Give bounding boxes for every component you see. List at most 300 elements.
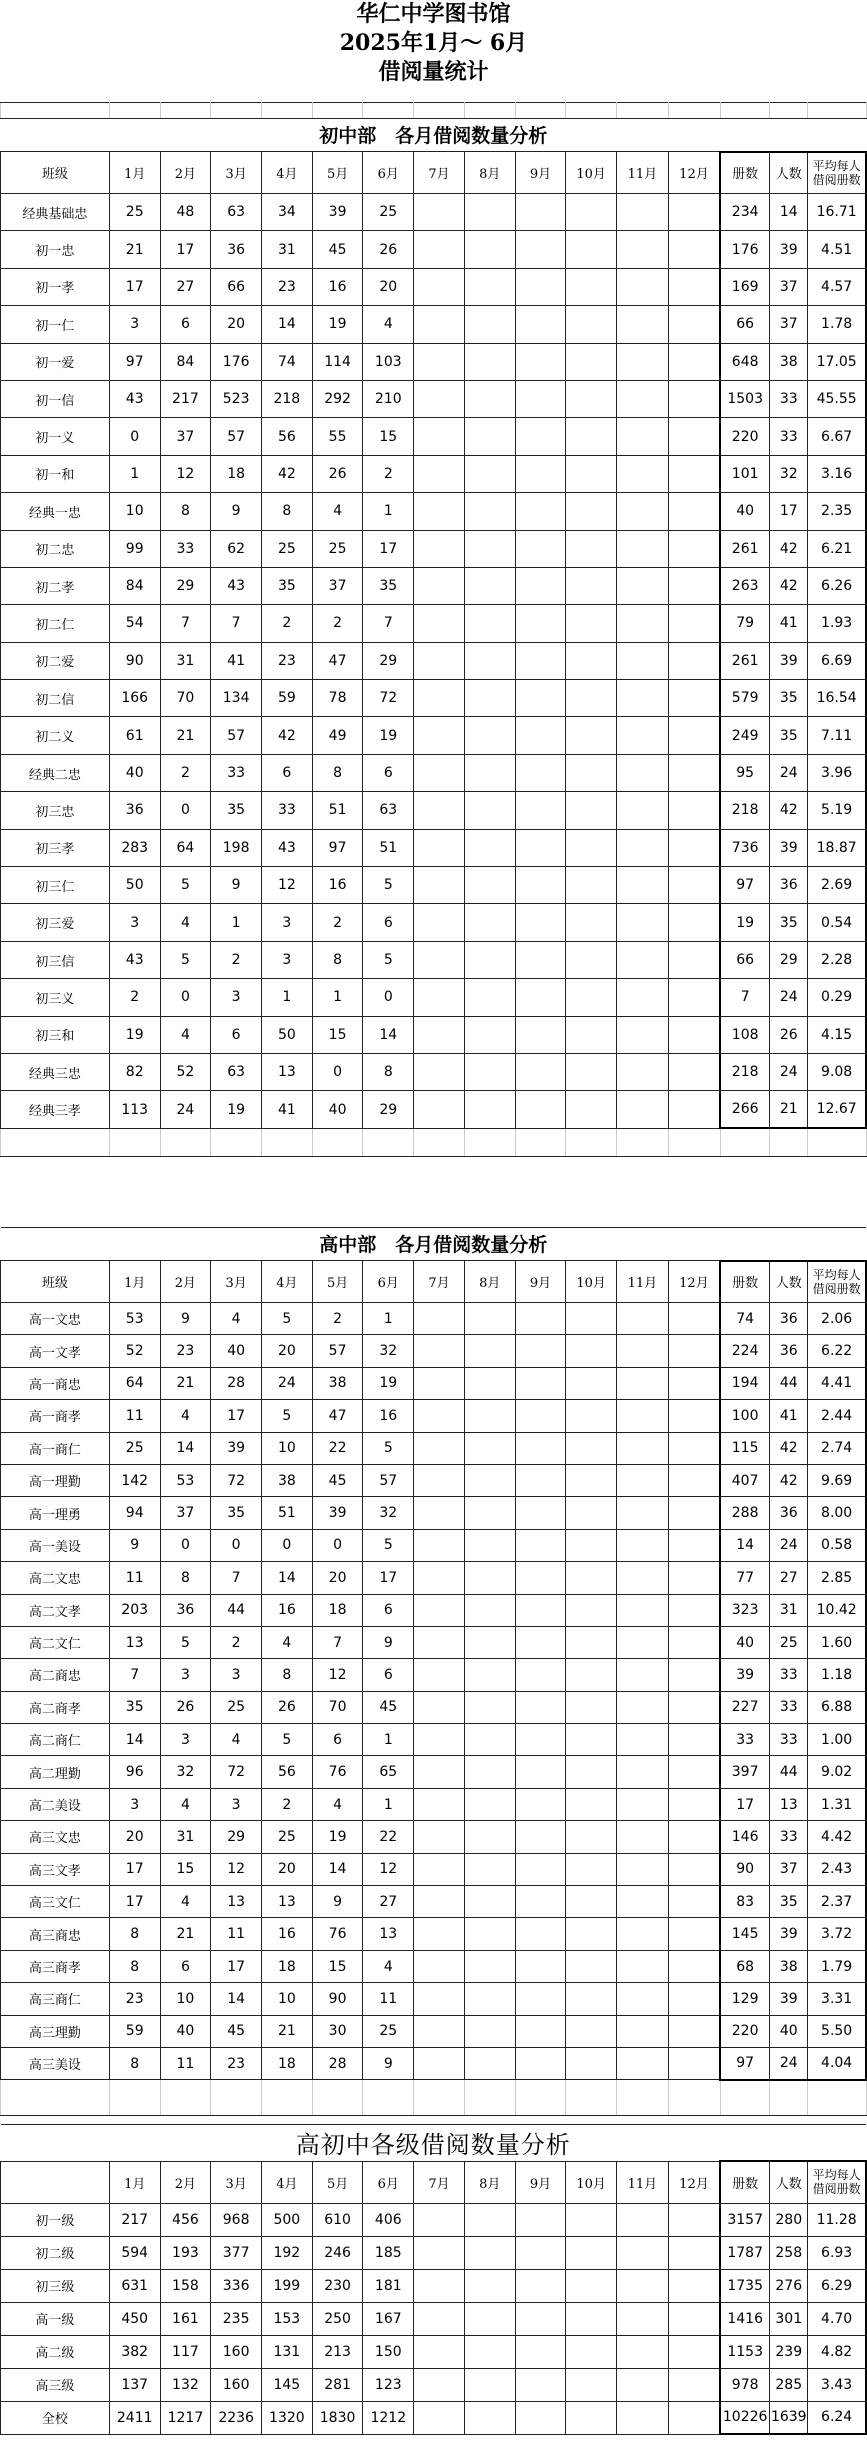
month-value-cell: [515, 754, 566, 791]
table-row: [1, 493, 867, 530]
month-value-cell: 2: [312, 605, 363, 642]
month-value-cell: [668, 754, 720, 791]
empty-cell: [262, 103, 313, 119]
month-value-cell: 4: [363, 306, 414, 343]
table-row: [1, 455, 867, 492]
month-value-cell: [617, 1303, 669, 1335]
month-value-cell: 72: [211, 1464, 262, 1496]
month-value-cell: 45: [312, 1464, 363, 1496]
class-name-cell: 高二级: [1, 2335, 110, 2368]
month-value-cell: 8: [160, 1562, 211, 1594]
month-value-cell: 4: [211, 1303, 262, 1335]
month-value-cell: [515, 1724, 566, 1756]
month-value-cell: [668, 1853, 720, 1885]
month-value-cell: 13: [262, 1886, 313, 1918]
month-value-cell: [566, 1497, 617, 1529]
month-value-cell: 32: [160, 1756, 211, 1788]
month-value-cell: 7: [109, 1659, 160, 1691]
month-value-cell: 10: [262, 1983, 313, 2015]
people-count-cell: 33: [770, 418, 808, 455]
empty-cell: [617, 103, 669, 119]
month-value-cell: 19: [211, 1091, 262, 1128]
month-value-cell: 199: [262, 2269, 313, 2302]
column-header: 平均每人借阅册数: [808, 2161, 866, 2203]
month-value-cell: 9: [363, 2047, 414, 2079]
month-value-cell: [668, 2368, 720, 2401]
people-count-cell: 285: [770, 2368, 808, 2401]
column-header: 7月: [414, 1261, 465, 1303]
month-value-cell: [566, 979, 617, 1016]
month-value-cell: [668, 1432, 720, 1464]
month-value-cell: 7: [160, 605, 211, 642]
month-value-cell: 12: [262, 867, 313, 904]
month-value-cell: 43: [211, 567, 262, 604]
month-value-cell: [464, 567, 515, 604]
month-value-cell: 2: [262, 1788, 313, 1820]
month-value-cell: [414, 493, 465, 530]
average-per-person-cell: 5.19: [808, 792, 866, 829]
month-value-cell: 1320: [262, 2401, 313, 2434]
month-value-cell: [414, 2269, 465, 2302]
books-total-cell: 79: [720, 605, 770, 642]
month-value-cell: [464, 717, 515, 754]
books-total-cell: 66: [720, 306, 770, 343]
month-value-cell: [617, 1367, 669, 1399]
people-count-cell: 37: [770, 306, 808, 343]
month-value-cell: 5: [160, 867, 211, 904]
month-value-cell: 185: [363, 2236, 414, 2269]
people-count-cell: 39: [770, 1918, 808, 1950]
month-value-cell: 217: [160, 380, 211, 417]
month-value-cell: [464, 1691, 515, 1723]
average-per-person-cell: 9.02: [808, 1756, 866, 1788]
empty-cell: [515, 103, 566, 119]
empty-cell: [808, 2080, 866, 2116]
class-name-cell: 初一孝: [1, 268, 110, 305]
empty-cell: [566, 103, 617, 119]
month-value-cell: 20: [363, 268, 414, 305]
month-value-cell: 64: [109, 1367, 160, 1399]
people-count-cell: 33: [770, 1724, 808, 1756]
month-value-cell: 33: [262, 792, 313, 829]
month-value-cell: 13: [211, 1886, 262, 1918]
month-value-cell: [566, 1016, 617, 1053]
month-value-cell: [668, 2236, 720, 2269]
month-value-cell: 2: [363, 455, 414, 492]
month-value-cell: [668, 1821, 720, 1853]
table-row: [1, 1367, 867, 1399]
month-value-cell: 25: [363, 194, 414, 231]
month-value-cell: 5: [363, 941, 414, 978]
month-value-cell: 134: [211, 680, 262, 717]
month-value-cell: [566, 941, 617, 978]
month-value-cell: 31: [160, 1821, 211, 1853]
empty-cell: [211, 2080, 262, 2116]
table-row: [1, 680, 867, 717]
month-value-cell: [566, 1691, 617, 1723]
people-count-cell: 36: [770, 867, 808, 904]
month-value-cell: 2411: [109, 2401, 160, 2434]
month-value-cell: 8: [312, 754, 363, 791]
month-value-cell: 0: [109, 418, 160, 455]
month-value-cell: 1217: [160, 2401, 211, 2434]
month-value-cell: [617, 829, 669, 866]
month-value-cell: 131: [262, 2335, 313, 2368]
table-row: [1, 1756, 867, 1788]
month-value-cell: [464, 2368, 515, 2401]
month-value-cell: [464, 231, 515, 268]
table-row: [1, 231, 867, 268]
average-per-person-cell: 45.55: [808, 380, 866, 417]
month-value-cell: 10: [109, 493, 160, 530]
month-value-cell: [414, 1562, 465, 1594]
column-header: 3月: [211, 152, 262, 194]
month-value-cell: 63: [211, 1053, 262, 1090]
month-value-cell: [414, 231, 465, 268]
people-count-cell: 24: [770, 1529, 808, 1561]
class-name-cell: 高一理勇: [1, 1497, 110, 1529]
month-value-cell: [414, 717, 465, 754]
average-per-person-cell: 2.85: [808, 1562, 866, 1594]
month-value-cell: [566, 2203, 617, 2236]
people-count-cell: 35: [770, 717, 808, 754]
month-value-cell: 45: [312, 231, 363, 268]
class-name-cell: 高二文孝: [1, 1594, 110, 1626]
month-value-cell: [668, 231, 720, 268]
class-name-cell: 初二爱: [1, 642, 110, 679]
month-value-cell: [566, 418, 617, 455]
table-row: [1, 867, 867, 904]
month-value-cell: [566, 792, 617, 829]
month-value-cell: [617, 1562, 669, 1594]
month-value-cell: [464, 1091, 515, 1128]
average-per-person-cell: 1.93: [808, 605, 866, 642]
month-value-cell: 72: [363, 680, 414, 717]
people-count-cell: 239: [770, 2335, 808, 2368]
month-value-cell: [464, 642, 515, 679]
column-header: 册数: [720, 1261, 770, 1303]
month-value-cell: [617, 904, 669, 941]
month-value-cell: 23: [262, 642, 313, 679]
column-header: 12月: [668, 2161, 720, 2203]
month-value-cell: [464, 1659, 515, 1691]
column-header: 2月: [160, 152, 211, 194]
month-value-cell: [617, 1821, 669, 1853]
month-value-cell: [414, 680, 465, 717]
month-value-cell: [617, 1788, 669, 1820]
class-name-cell: 经典一忠: [1, 493, 110, 530]
class-name-cell: 经典三孝: [1, 1091, 110, 1128]
month-value-cell: [464, 1497, 515, 1529]
month-value-cell: 12: [363, 1853, 414, 1885]
month-value-cell: [668, 1756, 720, 1788]
month-value-cell: [668, 680, 720, 717]
month-value-cell: [515, 2368, 566, 2401]
books-total-cell: 74: [720, 1303, 770, 1335]
month-value-cell: 3: [262, 941, 313, 978]
month-value-cell: 39: [312, 1497, 363, 1529]
people-count-cell: 39: [770, 642, 808, 679]
month-value-cell: [617, 979, 669, 1016]
people-count-cell: 39: [770, 1983, 808, 2015]
column-header: 班级: [1, 1261, 110, 1303]
month-value-cell: 20: [211, 306, 262, 343]
month-value-cell: 36: [160, 1594, 211, 1626]
month-value-cell: 137: [109, 2368, 160, 2401]
month-value-cell: 65: [363, 1756, 414, 1788]
month-value-cell: [668, 2401, 720, 2434]
month-value-cell: [617, 1853, 669, 1885]
month-value-cell: [668, 194, 720, 231]
column-header: 10月: [566, 1261, 617, 1303]
people-count-cell: 24: [770, 1053, 808, 1090]
people-count-cell: 42: [770, 530, 808, 567]
month-value-cell: [414, 1367, 465, 1399]
month-value-cell: [668, 605, 720, 642]
month-value-cell: [566, 530, 617, 567]
month-value-cell: 90: [312, 1983, 363, 2015]
month-value-cell: [617, 2015, 669, 2047]
month-value-cell: [515, 1918, 566, 1950]
books-total-cell: 68: [720, 1950, 770, 1982]
average-per-person-cell: 1.79: [808, 1950, 866, 1982]
class-name-cell: 高二理勤: [1, 1756, 110, 1788]
month-value-cell: [566, 2269, 617, 2302]
month-value-cell: [515, 1594, 566, 1626]
table-row: [1, 1016, 867, 1053]
month-value-cell: 0: [312, 1053, 363, 1090]
month-value-cell: 20: [312, 1562, 363, 1594]
month-value-cell: [668, 1303, 720, 1335]
month-value-cell: [566, 1335, 617, 1367]
average-per-person-cell: 6.88: [808, 1691, 866, 1723]
month-value-cell: [464, 1918, 515, 1950]
month-value-cell: 1: [363, 1303, 414, 1335]
month-value-cell: 45: [211, 2015, 262, 2047]
month-value-cell: 33: [211, 754, 262, 791]
table-row: [1, 343, 867, 380]
month-value-cell: 6: [312, 1724, 363, 1756]
month-value-cell: [464, 1432, 515, 1464]
month-value-cell: [414, 306, 465, 343]
month-value-cell: 18: [312, 1594, 363, 1626]
table-row: [1, 2047, 867, 2079]
average-per-person-cell: 2.44: [808, 1400, 866, 1432]
empty-cell: [414, 103, 465, 119]
month-value-cell: 2: [160, 754, 211, 791]
month-value-cell: [566, 268, 617, 305]
table-row: [1, 1886, 867, 1918]
month-value-cell: [464, 2015, 515, 2047]
month-value-cell: [566, 1400, 617, 1432]
class-name-cell: 高二商仁: [1, 1724, 110, 1756]
month-value-cell: [617, 2047, 669, 2079]
month-value-cell: 84: [160, 343, 211, 380]
month-value-cell: 0: [312, 1529, 363, 1561]
month-value-cell: 153: [262, 2302, 313, 2335]
column-header: 8月: [464, 1261, 515, 1303]
month-value-cell: [515, 680, 566, 717]
month-value-cell: [566, 1983, 617, 2015]
month-value-cell: 10: [160, 1983, 211, 2015]
month-value-cell: 64: [160, 829, 211, 866]
month-value-cell: [668, 941, 720, 978]
empty-cell: [312, 1128, 363, 1156]
month-value-cell: [414, 1983, 465, 2015]
month-value-cell: [668, 380, 720, 417]
month-value-cell: 43: [109, 380, 160, 417]
column-header: 1月: [109, 152, 160, 194]
month-value-cell: 35: [211, 792, 262, 829]
class-name-cell: 高三理勤: [1, 2015, 110, 2047]
month-value-cell: 25: [109, 194, 160, 231]
empty-cell: [363, 103, 414, 119]
month-value-cell: [668, 867, 720, 904]
month-value-cell: 50: [262, 1016, 313, 1053]
class-name-cell: 初二信: [1, 680, 110, 717]
spacer-row: [1, 1128, 867, 1156]
average-per-person-cell: 4.41: [808, 1367, 866, 1399]
books-total-cell: 224: [720, 1335, 770, 1367]
average-per-person-cell: 0.54: [808, 904, 866, 941]
average-per-person-cell: 4.51: [808, 231, 866, 268]
month-value-cell: [414, 1950, 465, 1982]
month-value-cell: [515, 2335, 566, 2368]
empty-cell: [464, 103, 515, 119]
class-name-cell: 高三美设: [1, 2047, 110, 2079]
column-header: 7月: [414, 152, 465, 194]
month-value-cell: [566, 1562, 617, 1594]
month-value-cell: [414, 1529, 465, 1561]
month-value-cell: [515, 829, 566, 866]
month-value-cell: [668, 1886, 720, 1918]
table-row: [1, 1821, 867, 1853]
month-value-cell: 6: [363, 1659, 414, 1691]
month-value-cell: 4: [211, 1724, 262, 1756]
month-value-cell: [566, 1821, 617, 1853]
table-row: [1, 1918, 867, 1950]
month-value-cell: [414, 941, 465, 978]
month-value-cell: 9: [211, 867, 262, 904]
average-per-person-cell: 16.71: [808, 194, 866, 231]
month-value-cell: [414, 2302, 465, 2335]
empty-cell: [109, 2080, 160, 2116]
table-row: [1, 418, 867, 455]
month-value-cell: 161: [160, 2302, 211, 2335]
table-row: [1, 792, 867, 829]
month-value-cell: [464, 2335, 515, 2368]
month-value-cell: [566, 1529, 617, 1561]
class-name-cell: 高三商仁: [1, 1983, 110, 2015]
statistics-title: 借阅量统计: [378, 59, 489, 85]
month-value-cell: [414, 1821, 465, 1853]
month-value-cell: 78: [312, 680, 363, 717]
month-value-cell: 63: [363, 792, 414, 829]
month-value-cell: 49: [312, 717, 363, 754]
table-row: [1, 904, 867, 941]
class-name-cell: 全校: [1, 2401, 110, 2434]
month-value-cell: [515, 1091, 566, 1128]
month-value-cell: 6: [262, 754, 313, 791]
month-value-cell: 283: [109, 829, 160, 866]
month-value-cell: [617, 867, 669, 904]
month-value-cell: 8: [312, 941, 363, 978]
month-value-cell: [464, 1594, 515, 1626]
month-value-cell: 16: [363, 1400, 414, 1432]
month-value-cell: [617, 343, 669, 380]
people-count-cell: 1639: [770, 2401, 808, 2434]
month-value-cell: [617, 1464, 669, 1496]
month-value-cell: [566, 754, 617, 791]
empty-cell: [808, 1128, 866, 1156]
average-per-person-cell: 0.58: [808, 1529, 866, 1561]
month-value-cell: [515, 941, 566, 978]
month-value-cell: [617, 268, 669, 305]
month-value-cell: [414, 268, 465, 305]
month-value-cell: 382: [109, 2335, 160, 2368]
section-title-row: [1, 2125, 867, 2162]
month-value-cell: [515, 268, 566, 305]
month-value-cell: 7: [312, 1626, 363, 1658]
class-name-cell: 初三义: [1, 979, 110, 1016]
month-value-cell: [515, 1432, 566, 1464]
table-row: [1, 530, 867, 567]
month-value-cell: 57: [312, 1335, 363, 1367]
books-total-cell: 146: [720, 1821, 770, 1853]
month-value-cell: [414, 2401, 465, 2434]
month-value-cell: 336: [211, 2269, 262, 2302]
column-header: 8月: [464, 2161, 515, 2203]
month-value-cell: [515, 792, 566, 829]
senior-high-table: [0, 1227, 867, 2116]
month-value-cell: 1: [109, 455, 160, 492]
month-value-cell: 7: [211, 1562, 262, 1594]
month-value-cell: 54: [109, 605, 160, 642]
empty-cell: [211, 1128, 262, 1156]
month-value-cell: [515, 1335, 566, 1367]
month-value-cell: 377: [211, 2236, 262, 2269]
average-per-person-cell: 1.60: [808, 1626, 866, 1658]
empty-cell: [720, 1128, 770, 1156]
people-count-cell: 32: [770, 455, 808, 492]
month-value-cell: 150: [363, 2335, 414, 2368]
month-value-cell: [617, 1053, 669, 1090]
month-value-cell: 14: [109, 1724, 160, 1756]
month-value-cell: 47: [312, 1400, 363, 1432]
average-per-person-cell: 6.93: [808, 2236, 866, 2269]
books-total-cell: 115: [720, 1432, 770, 1464]
month-value-cell: 37: [160, 418, 211, 455]
books-total-cell: 263: [720, 567, 770, 604]
people-count-cell: 24: [770, 2047, 808, 2079]
month-value-cell: 3: [262, 904, 313, 941]
month-value-cell: 198: [211, 829, 262, 866]
month-value-cell: 166: [109, 680, 160, 717]
class-name-cell: 初三仁: [1, 867, 110, 904]
month-value-cell: 145: [262, 2368, 313, 2401]
column-header: 12月: [668, 1261, 720, 1303]
month-value-cell: 1212: [363, 2401, 414, 2434]
month-value-cell: 3: [109, 306, 160, 343]
month-value-cell: 19: [312, 306, 363, 343]
month-value-cell: [668, 2302, 720, 2335]
month-value-cell: 38: [262, 1464, 313, 1496]
column-header: 11月: [617, 152, 669, 194]
month-value-cell: [668, 717, 720, 754]
month-value-cell: 17: [211, 1400, 262, 1432]
month-value-cell: 33: [160, 530, 211, 567]
average-per-person-cell: 3.43: [808, 2368, 866, 2401]
